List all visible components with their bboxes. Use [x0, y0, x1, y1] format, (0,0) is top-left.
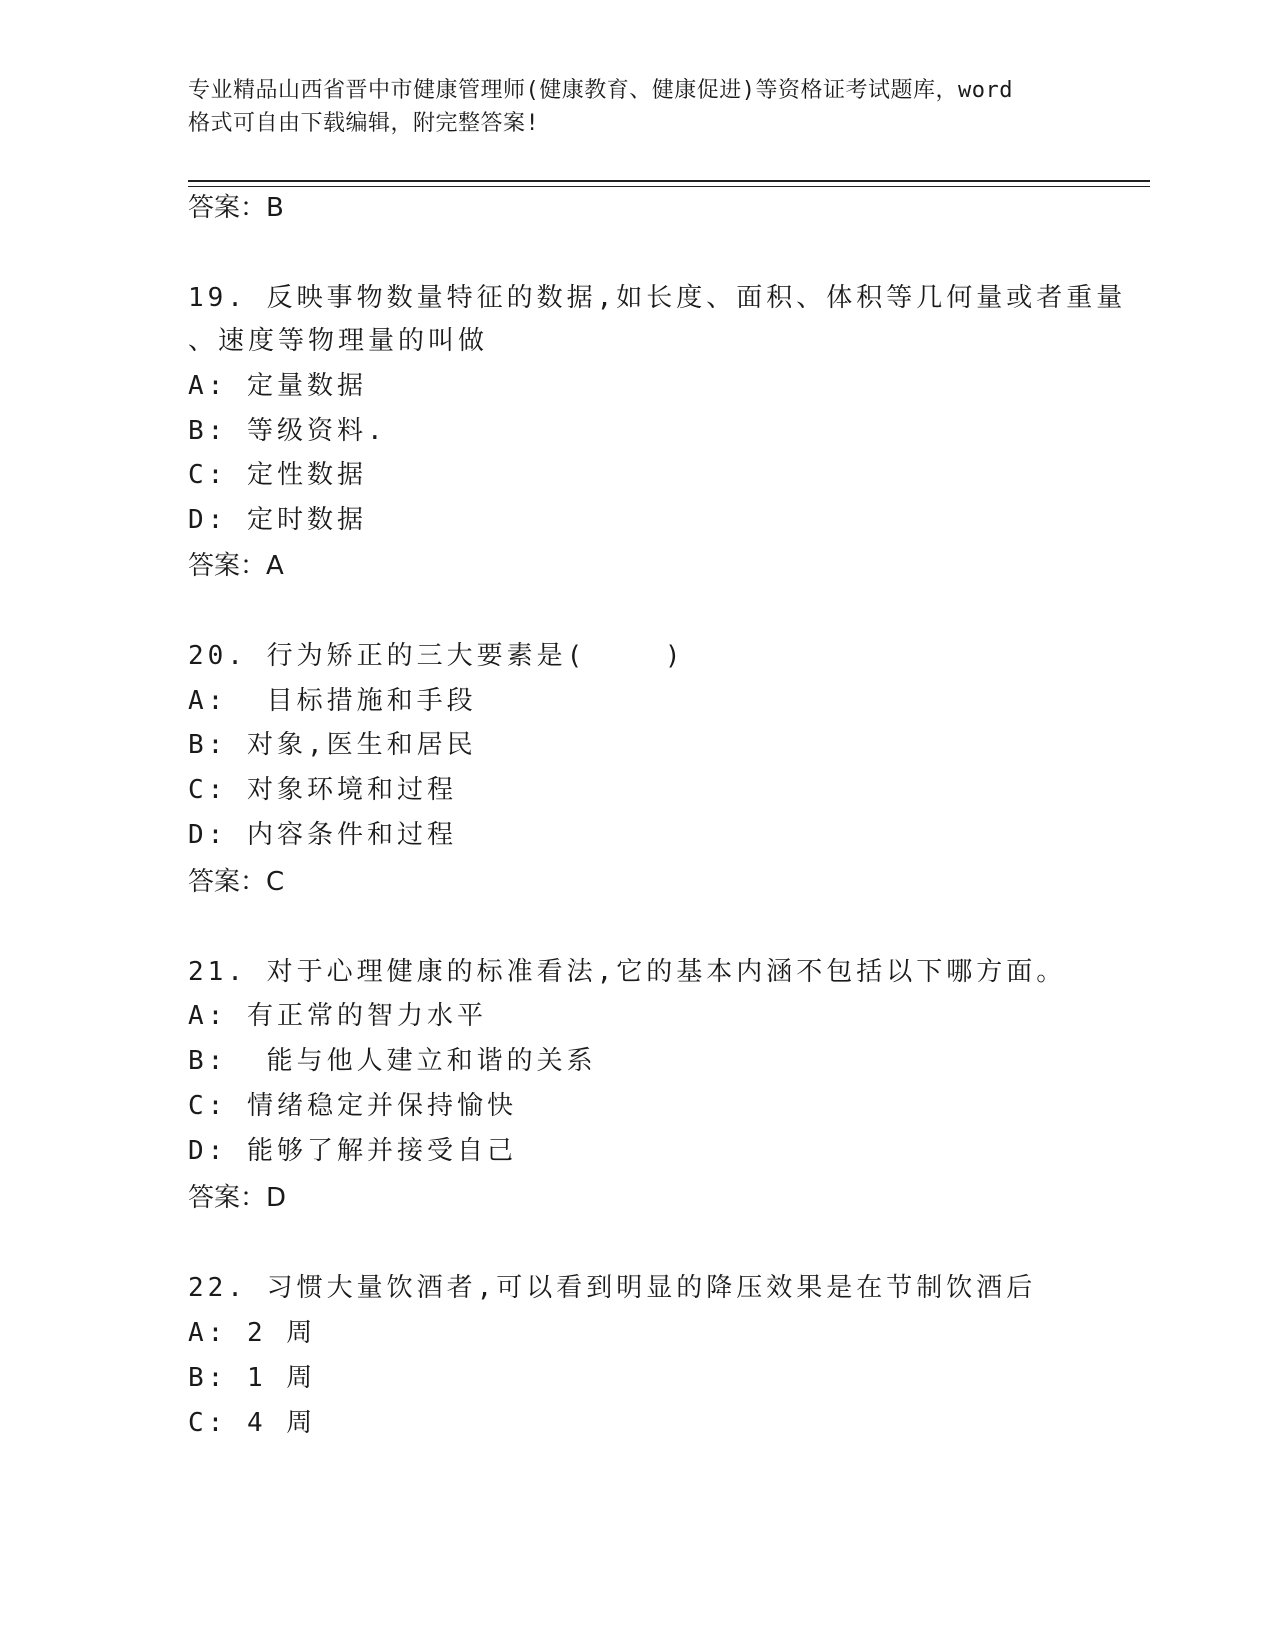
document-header	[188, 74, 1088, 140]
question-22-option-a: A: 2 周	[188, 1318, 317, 1348]
question-19-stem-line2: 、速度等物理量的叫做	[188, 326, 489, 356]
header-divider-thin	[188, 186, 1150, 187]
previous-answer: 答案：B	[188, 193, 284, 223]
question-20-option-d: D: 内容条件和过程	[188, 820, 457, 850]
question-19-answer: 答案：A	[188, 551, 284, 581]
question-20-option-a: A: 目标措施和手段	[188, 686, 477, 716]
question-19-stem-line1: 19. 反映事物数量特征的数据,如长度、面积、体积等几何量或者重量	[188, 283, 1127, 313]
question-20-answer: 答案：C	[188, 867, 285, 897]
question-21-answer: 答案：D	[188, 1183, 287, 1213]
question-20-option-c: C: 对象环境和过程	[188, 775, 457, 805]
question-19-option-a: A: 定量数据	[188, 371, 367, 401]
header-line-1: 专业精品山西省晋中市健康管理师(健康教育、健康促进)等资格证考试题库，word	[188, 78, 1013, 103]
question-21-option-c: C: 情绪稳定并保持愉快	[188, 1091, 517, 1121]
question-22-option-c: C: 4 周	[188, 1408, 317, 1438]
question-21-option-b: B: 能与他人建立和谐的关系	[188, 1046, 597, 1076]
question-20-stem: 20. 行为矫正的三大要素是( )	[188, 641, 685, 671]
question-22-stem: 22. 习惯大量饮酒者,可以看到明显的降压效果是在节制饮酒后	[188, 1273, 1037, 1303]
question-21-option-d: D: 能够了解并接受自己	[188, 1136, 517, 1166]
header-divider-thick	[188, 180, 1150, 182]
question-21-stem: 21. 对于心理健康的标准看法,它的基本内涵不包括以下哪方面。	[188, 957, 1067, 987]
question-19-option-d: D: 定时数据	[188, 505, 367, 535]
question-19-option-b: B: 等级资料.	[188, 416, 387, 446]
question-22-option-b: B: 1 周	[188, 1363, 317, 1393]
question-21-option-a: A: 有正常的智力水平	[188, 1001, 487, 1031]
question-20-option-b: B: 对象,医生和居民	[188, 730, 477, 760]
question-19-option-c: C: 定性数据	[188, 460, 367, 490]
header-line-2: 格式可自由下载编辑，附完整答案!	[188, 111, 540, 136]
